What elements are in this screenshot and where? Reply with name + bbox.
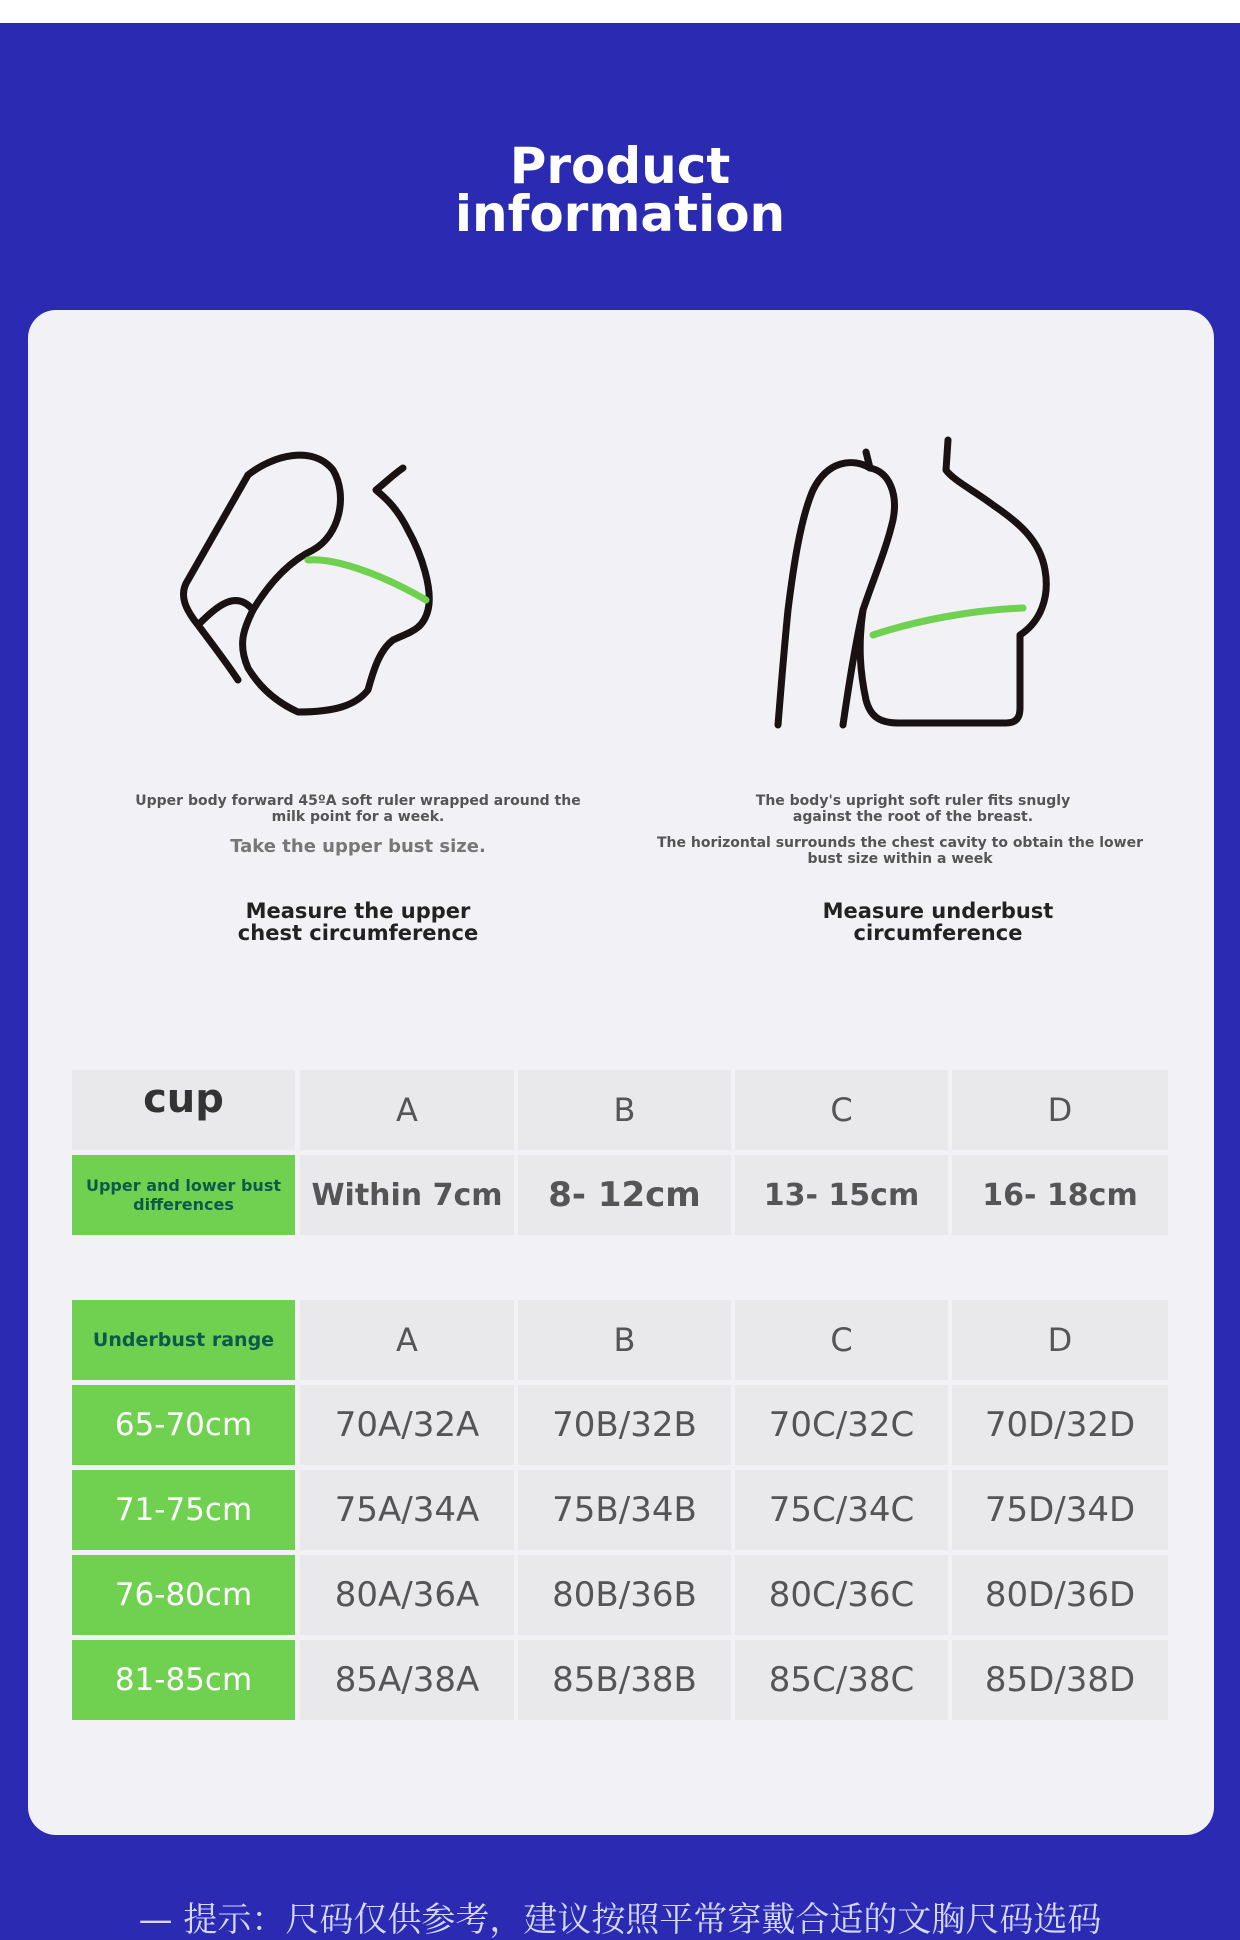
size-cell: 75C/34C (735, 1470, 948, 1550)
title-line-2: information (454, 185, 786, 243)
size-col-a: A (300, 1300, 514, 1380)
upper-bust-figure (178, 410, 508, 750)
size-cell: 80C/36C (735, 1555, 948, 1635)
cup-col-b: B (518, 1070, 731, 1150)
size-cell: 85D/38D (952, 1640, 1168, 1720)
size-cell: 70D/32D (952, 1385, 1168, 1465)
size-col-b: B (518, 1300, 731, 1380)
size-cell: 75B/34B (518, 1470, 731, 1550)
right-caption: The body's upright soft ruler fits snugly against the root of the breast. (755, 793, 1071, 825)
title-line-1: Product (509, 137, 731, 195)
size-cell: 75D/34D (952, 1470, 1168, 1550)
size-cell: 85A/38A (300, 1640, 514, 1720)
range-65-70: 65-70cm (72, 1385, 295, 1465)
diff-c: 13- 15cm (735, 1155, 948, 1235)
size-col-d: D (952, 1300, 1168, 1380)
diff-d: 16- 18cm (952, 1155, 1168, 1235)
size-cell: 85C/38C (735, 1640, 948, 1720)
underbust-figure (748, 410, 1078, 750)
diff-row-label: Upper and lower bust differences (72, 1155, 295, 1235)
page-title (0, 137, 1240, 243)
range-81-85: 81-85cm (72, 1640, 295, 1720)
size-cell: 80A/36A (300, 1555, 514, 1635)
diff-b: 8- 12cm (518, 1155, 731, 1235)
bottom-note: — 提示：尺码仅供参考，建议按照平常穿戴合适的文胸尺码选码 (138, 1900, 1102, 1940)
right-subcaption: The horizontal surrounds the chest cavity to obtain the lower bust size within a week (656, 835, 1144, 867)
size-cell: 70A/32A (300, 1385, 514, 1465)
info-card (28, 310, 1214, 1835)
size-cell: 75A/34A (300, 1470, 514, 1550)
diff-a: Within 7cm (300, 1155, 514, 1235)
size-cell: 70B/32B (518, 1385, 731, 1465)
size-cell: 80D/36D (952, 1555, 1168, 1635)
left-heading: Measure the upper chest circumference (237, 899, 479, 945)
size-cell: 80B/36B (518, 1555, 731, 1635)
size-cell: 85B/38B (518, 1640, 731, 1720)
left-caption: Upper body forward 45ºA soft ruler wrapped around the milk point for a week. (135, 793, 581, 825)
top-strip (0, 0, 1240, 23)
left-subcaption: Take the upper bust size. (230, 836, 486, 857)
size-col-c: C (735, 1300, 948, 1380)
size-corner: Underbust range (72, 1300, 295, 1380)
cup-col-d: D (952, 1070, 1168, 1150)
range-76-80: 76-80cm (72, 1555, 295, 1635)
cup-col-c: C (735, 1070, 948, 1150)
cup-col-a: A (300, 1070, 514, 1150)
right-heading: Measure underbust circumference (822, 899, 1054, 945)
size-cell: 70C/32C (735, 1385, 948, 1465)
range-71-75: 71-75cm (72, 1470, 295, 1550)
cup-corner: cup (72, 1070, 295, 1150)
